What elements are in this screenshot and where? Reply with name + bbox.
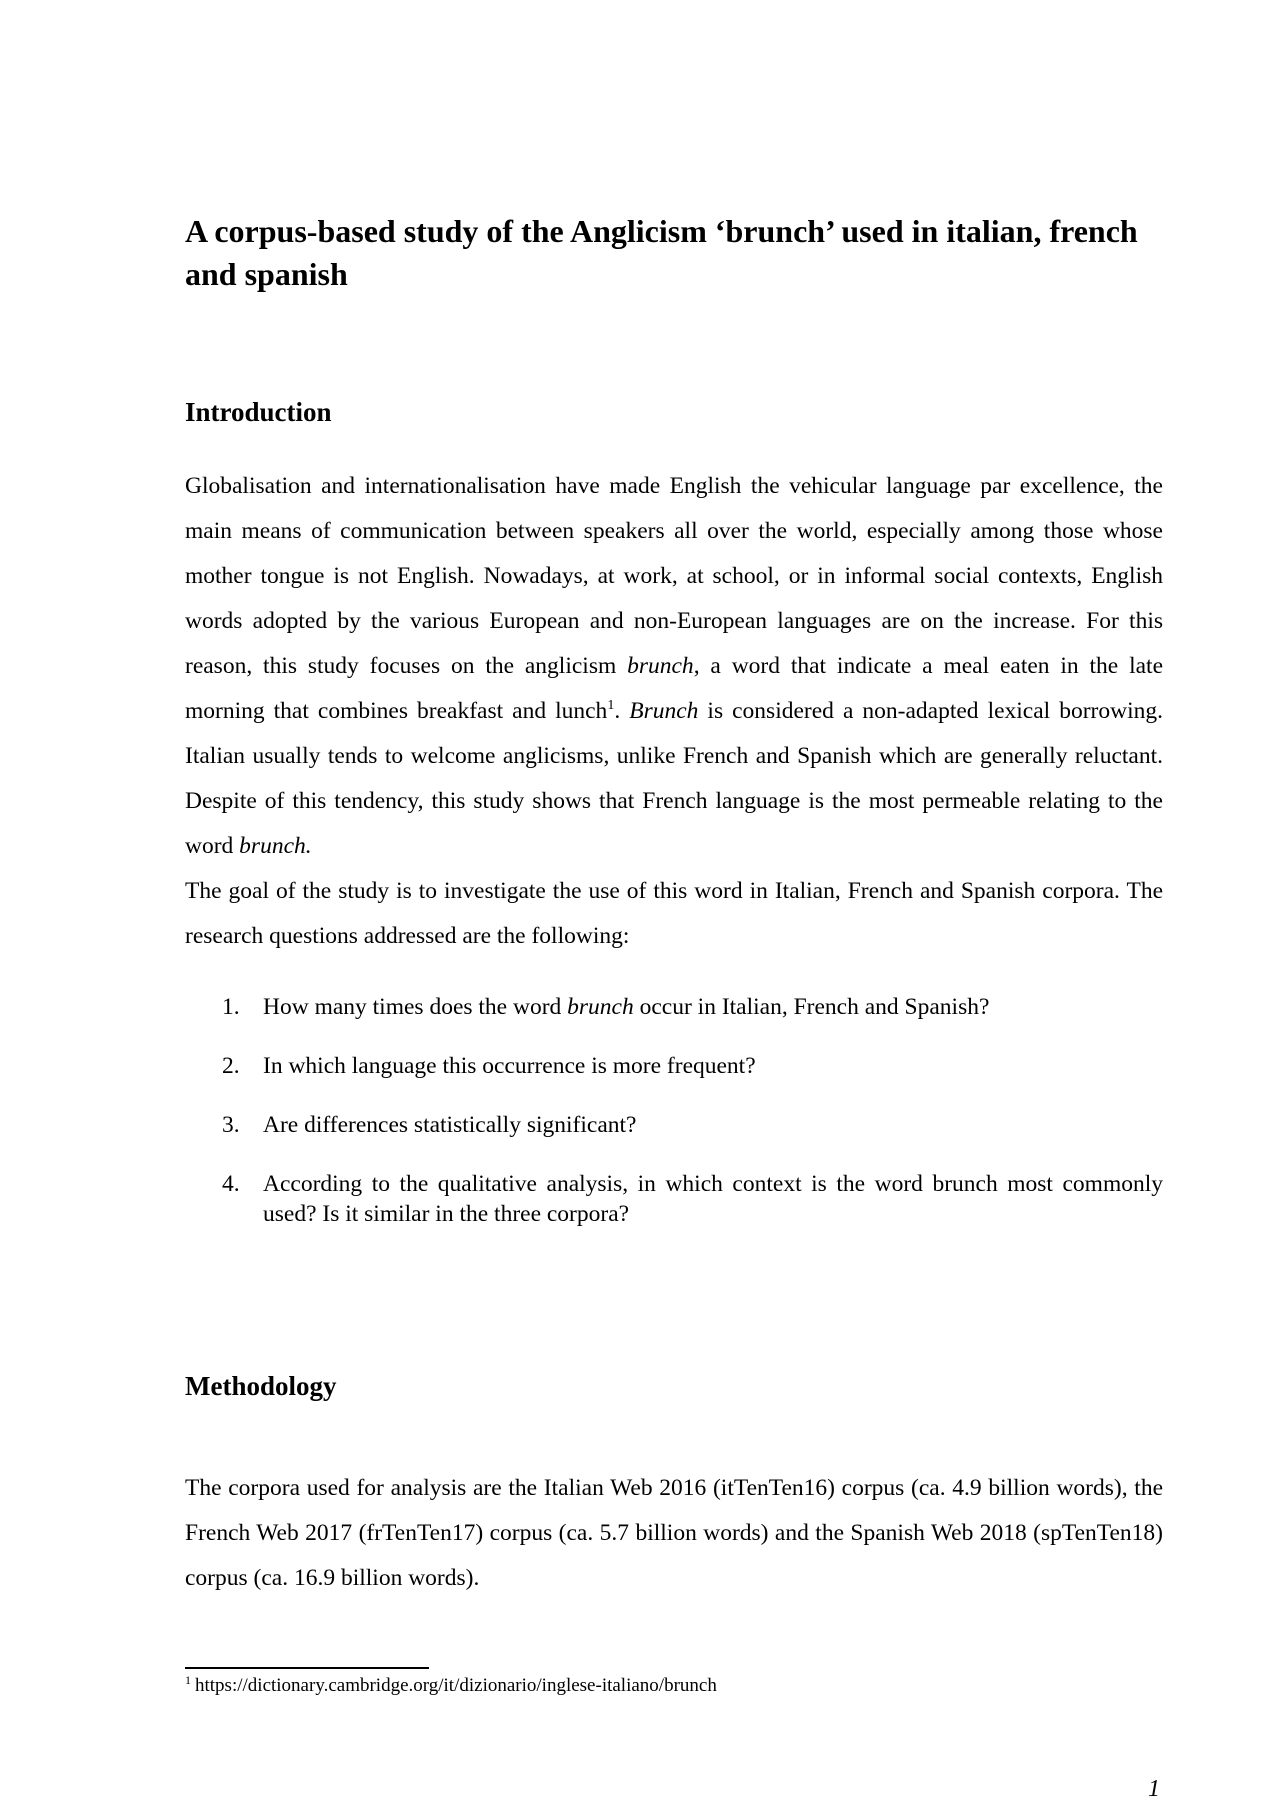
page-number: 1 — [1148, 1776, 1160, 1802]
footnote-separator — [185, 1667, 429, 1669]
footnote-link[interactable]: https://dictionary.cambridge.org/it/dizionario/inglese-italiano/brunch — [195, 1675, 717, 1696]
list-item: 2. In which language this occurrence is more frequent? — [222, 1053, 756, 1079]
list-number: 1. — [222, 994, 240, 1020]
list-number: 4. — [222, 1171, 240, 1197]
introduction-heading: Introduction — [185, 397, 332, 427]
introduction-body — [185, 464, 1163, 959]
introduction-paragraph-2: The goal of the study is to investigate the use of this word in Italian, French and Spanish corpora. The research questions addressed are the following: — [185, 878, 1163, 949]
list-item: 4. According to the qualitative analysis, in which context is the word brunch most commonly used? Is it similar in the three corpora? — [222, 1171, 1163, 1227]
list-number: 2. — [222, 1053, 240, 1079]
footnote-mark: 1 — [185, 1672, 191, 1687]
introduction-paragraph-1: Globalisation and internationalisation have made English the vehicular language par excellence, the main means of communication between speakers all over the world, especially among those whose mother tongue is not English. Nowadays, at work, at school, or in informal social contexts, English words adopted by the various European and non-European languages are on the increase. For this reason, this study focuses on the anglicism brunch, a word that indicate a meal eaten in the late morning that combines breakfast and lunch$^1$. Brunch is considered a non-adapted lexical borrowing. Italian usually tends to welcome anglicisms, unlike French and Spanish which are generally reluctant. Despite of this tendency, this study shows that French language is the most permeable relating to the word brunch. — [185, 473, 1163, 859]
footnote — [185, 1674, 717, 1698]
paper-title: A corpus-based study of the Anglicism ‘brunch’ used in italian, french and spanish — [185, 213, 1138, 292]
list-number: 3. — [222, 1112, 240, 1138]
methodology-heading: Methodology — [185, 1371, 337, 1401]
methodology-body — [185, 1466, 1163, 1601]
research-questions-list — [185, 992, 1163, 1258]
footnote-reference[interactable]: 1 — [607, 698, 615, 714]
list-item: 1. How many times does the word brunch occur in Italian, French and Spanish? — [222, 994, 990, 1020]
methodology-paragraph-1: The corpora used for analysis are the Italian Web 2016 (itTenTen16) corpus (ca. 4.9 billion words), the French Web 2017 (frTenTen17) corpus (ca. 5.7 billion words) and the Spanish Web 2018 (spTenTen18) corpus (ca. 16.9 billion words). — [185, 1475, 1163, 1591]
list-item: 3. Are differences statistically significant? — [222, 1112, 637, 1138]
